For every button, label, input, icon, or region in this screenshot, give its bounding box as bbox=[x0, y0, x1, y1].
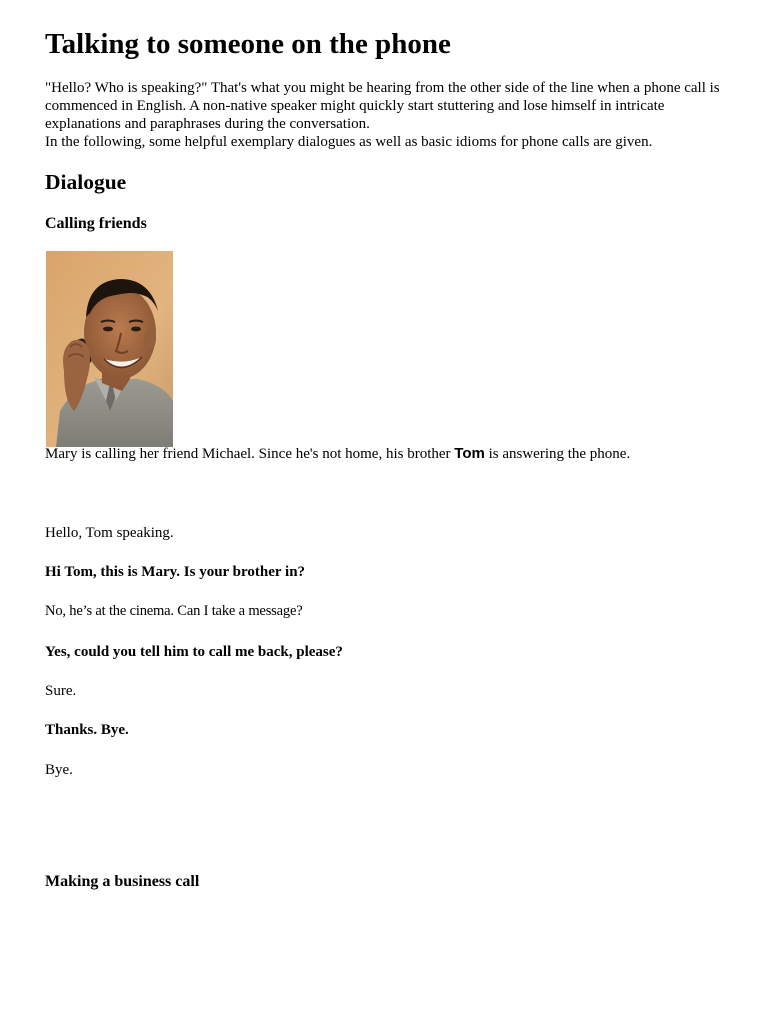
dialogue-line-mary: Hi Tom, this is Mary. Is your brother in? bbox=[45, 564, 306, 580]
section-heading-dialogue: Dialogue bbox=[45, 170, 127, 194]
page-title: Talking to someone on the phone bbox=[45, 28, 451, 60]
subheading-calling-friends: Calling friends bbox=[45, 215, 147, 232]
dialogue-line-tom: No, he’s at the cinema. Can I take a message? bbox=[45, 603, 303, 619]
caption-text-before: Mary is calling her friend Michael. Since he's not home, his brother bbox=[45, 446, 455, 462]
dialogue-line-tom: Sure. bbox=[45, 683, 77, 699]
dialogue-line-mary: Thanks. Bye. bbox=[45, 722, 129, 738]
caption-name-tom: Tom bbox=[454, 445, 485, 462]
caption-text-after: is answering the phone. bbox=[484, 446, 631, 462]
dialogue-line-tom: Bye. bbox=[45, 762, 73, 778]
dialogue-line-mary: Yes, could you tell him to call me back, please? bbox=[45, 644, 343, 660]
man-on-phone-image bbox=[46, 251, 173, 447]
scenario-caption bbox=[45, 445, 745, 463]
intro-paragraph: "Hello? Who is speaking?" That's what you might be hearing from the other side of the line when a phone call is commenced in English. A non-native speaker might quickly start stuttering and lose himself in intricate explanations and paraphrases during the conversation. bbox=[45, 80, 720, 132]
dialogue-line-tom: Hello, Tom speaking. bbox=[45, 525, 174, 541]
subheading-business-call: Making a business call bbox=[45, 873, 200, 890]
intro-summary: In the following, some helpful exemplary dialogues as well as basic idioms for phone calls are given. bbox=[45, 134, 653, 150]
phone-call-photo bbox=[46, 251, 173, 447]
